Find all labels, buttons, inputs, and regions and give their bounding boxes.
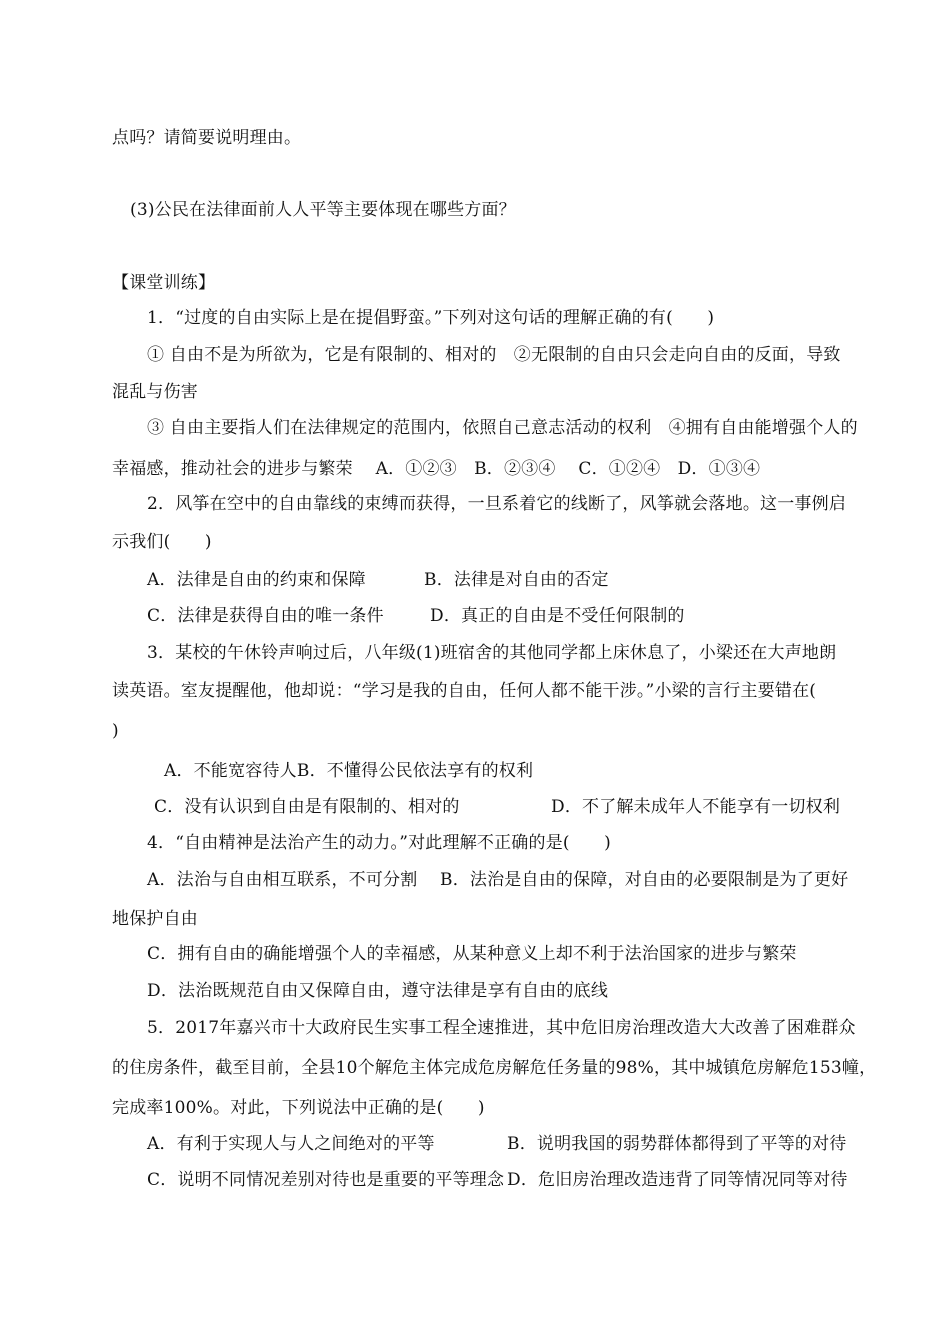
question-1-stem: 1．“过度的自由实际上是在提倡野蛮。”下列对这句话的理解正确的有( ) — [147, 308, 715, 328]
question-4-option-d: D．法治既规范自由又保障自由，遵守法律是享有自由的底线 — [147, 981, 609, 1001]
question-1-item: ① 自由不是为所欲为，它是有限制的、相对的 ②无限制的自由只会走向自由的反面，导致 — [147, 345, 841, 365]
question-2-stem: 2．风筝在空中的自由靠线的束缚而获得，一旦系着它的线断了，风筝就会落地。这一事例启 — [147, 494, 847, 514]
question-3-stem: ) — [112, 721, 119, 741]
question-2-option-d: D．真正的自由是不受任何限制的 — [430, 606, 685, 626]
question-2-option-a: A．法律是自由的约束和保障 — [147, 570, 366, 590]
question-3-subpart: (3)公民在法律面前人人平等主要体现在哪些方面？ — [130, 200, 516, 220]
section-title: 【课堂训练】 — [112, 273, 216, 293]
question-1-item: 幸福感，推动社会的进步与繁荣 A．①②③ B．②③④ C．①②④ D．①③④ — [112, 459, 761, 479]
question-5-stem: 5．2017年嘉兴市十大政府民生实事工程全速推进，其中危旧房治理改造大大改善了困难群众 — [147, 1018, 856, 1038]
question-3-option-c: C．没有认识到自由是有限制的、相对的 — [154, 797, 460, 817]
question-3-option-d: D．不了解未成年人不能享有一切权利 — [551, 797, 841, 817]
question-3-stem: 3．某校的午休铃声响过后，八年级(1)班宿舍的其他同学都上床休息了，小梁还在大声地朗 — [147, 643, 837, 663]
question-4-option-b-cont: 地保护自由 — [112, 909, 198, 929]
question-2-option-b: B．法律是对自由的否定 — [424, 570, 609, 590]
intro-line: 点吗？请简要说明理由。 — [112, 128, 302, 148]
question-5-option-b: B．说明我国的弱势群体都得到了平等的对待 — [507, 1134, 847, 1154]
question-5-option-d: D．危旧房治理改造违背了同等情况同等对待 — [507, 1170, 848, 1190]
question-2-option-c: C．法律是获得自由的唯一条件 — [147, 606, 384, 626]
question-5-option-c: C．说明不同情况差别对待也是重要的平等理念 — [147, 1170, 505, 1190]
question-5-option-a: A．有利于实现人与人之间绝对的平等 — [147, 1134, 435, 1154]
question-3-option-ab: A．不能宽容待人B．不懂得公民依法享有的权利 — [164, 761, 534, 781]
question-4-option-b: B．法治是自由的保障，对自由的必要限制是为了更好 — [440, 870, 849, 890]
question-4-option-c: C．拥有自由的确能增强个人的幸福感，从某种意义上却不利于法治国家的进步与繁荣 — [147, 944, 797, 964]
question-5-stem: 的住房条件，截至目前，全县10个解危主体完成危房解危任务量的98%，其中城镇危房解危153幢， — [112, 1058, 877, 1078]
question-3-stem: 读英语。室友提醒他，他却说：“学习是我的自由，任何人都不能干涉。”小梁的言行主要错在( — [112, 681, 817, 701]
question-4-option-a: A．法治与自由相互联系，不可分割 — [147, 870, 418, 890]
question-1-item: ③ 自由主要指人们在法律规定的范围内，依照自己意志活动的权利 ④拥有自由能增强个人的 — [147, 418, 858, 438]
question-5-stem: 完成率100%。对此，下列说法中正确的是( ) — [112, 1098, 485, 1118]
question-1-item: 混乱与伤害 — [112, 382, 198, 402]
question-2-stem: 示我们( ) — [112, 532, 212, 552]
question-4-stem: 4．“自由精神是法治产生的动力。”对此理解不正确的是( ) — [147, 833, 611, 853]
